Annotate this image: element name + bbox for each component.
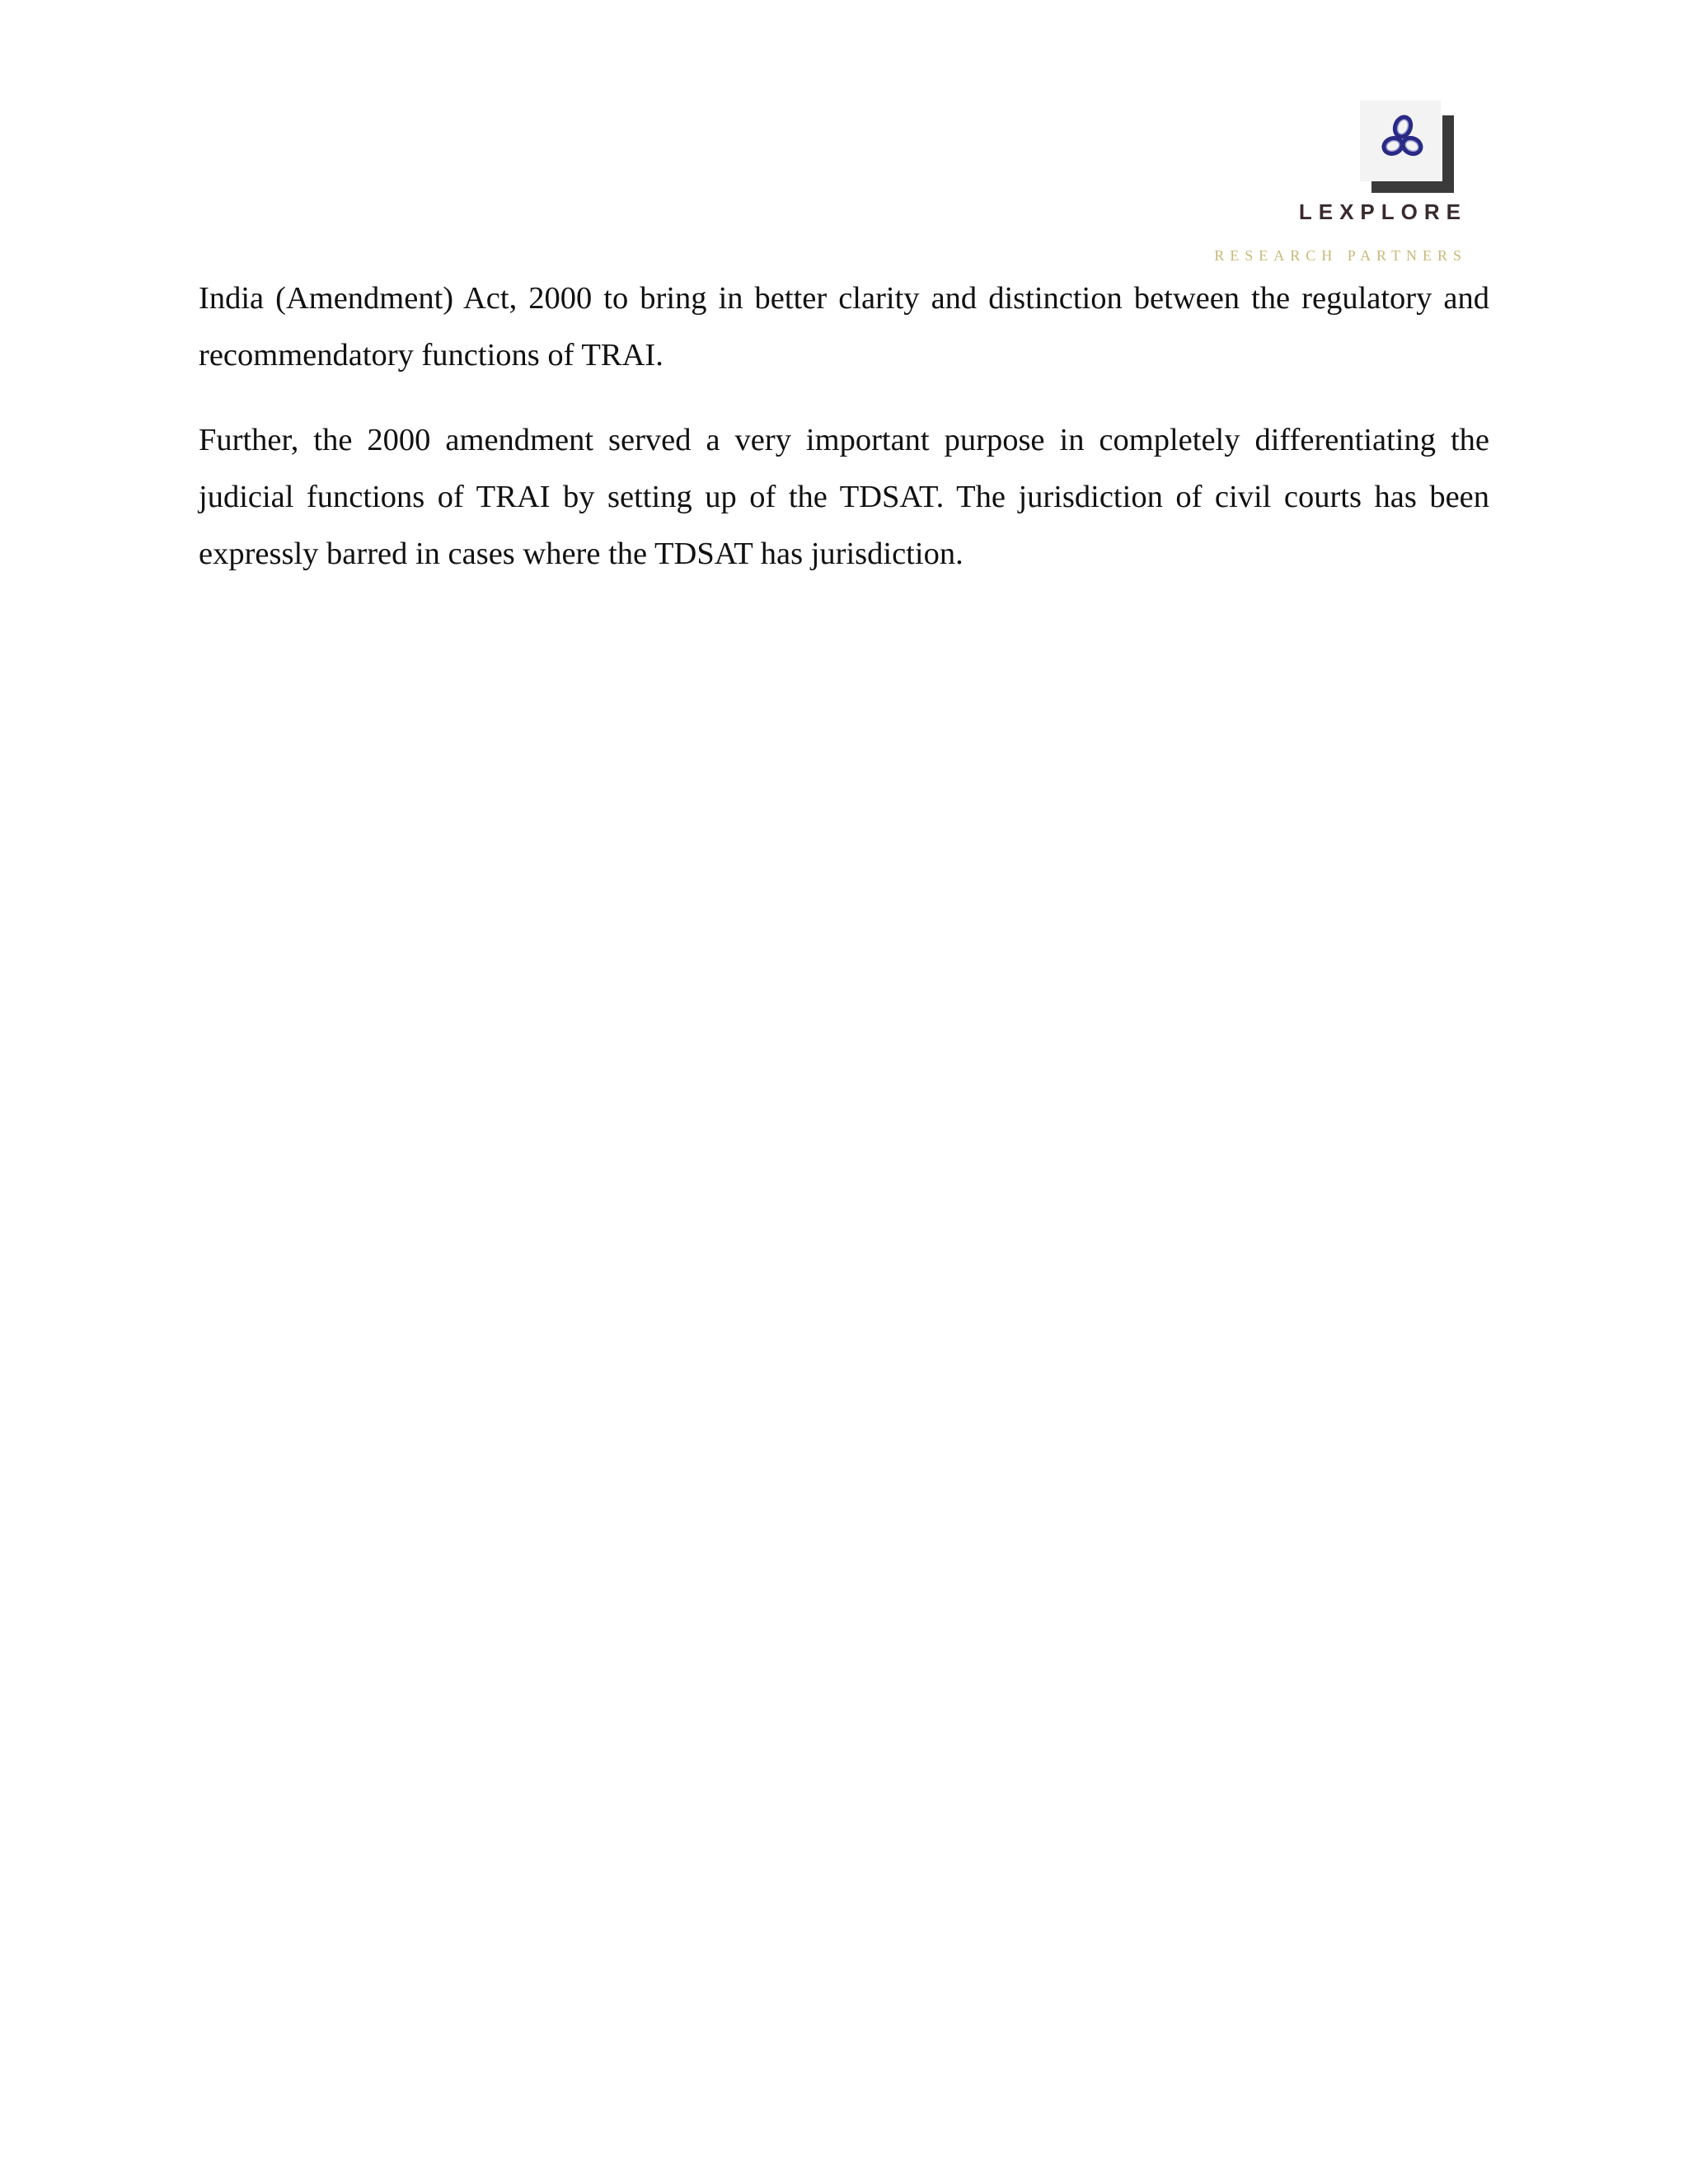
- logo-name: LEXPLORE: [1298, 199, 1467, 224]
- logo-tagline: RESEARCH PARTNERS: [1214, 247, 1467, 264]
- firm-logo: [1187, 101, 1467, 274]
- triquetra-knot-icon: [1360, 101, 1459, 195]
- logo-mark: [1360, 101, 1459, 195]
- paragraph: India (Amendment) Act, 2000 to bring in better clarity and distinction between the regulatory and recommendatory functions of TRAI.: [199, 281, 1489, 373]
- body-text: [199, 270, 1489, 611]
- paragraph: Further, the 2000 amendment served a very important purpose in completely differentiating the judicial functions of TRAI by setting up of the TDSAT. The jurisdiction of civil courts has been expressly barred in cases where the TDSAT has jurisdiction.: [199, 423, 1489, 571]
